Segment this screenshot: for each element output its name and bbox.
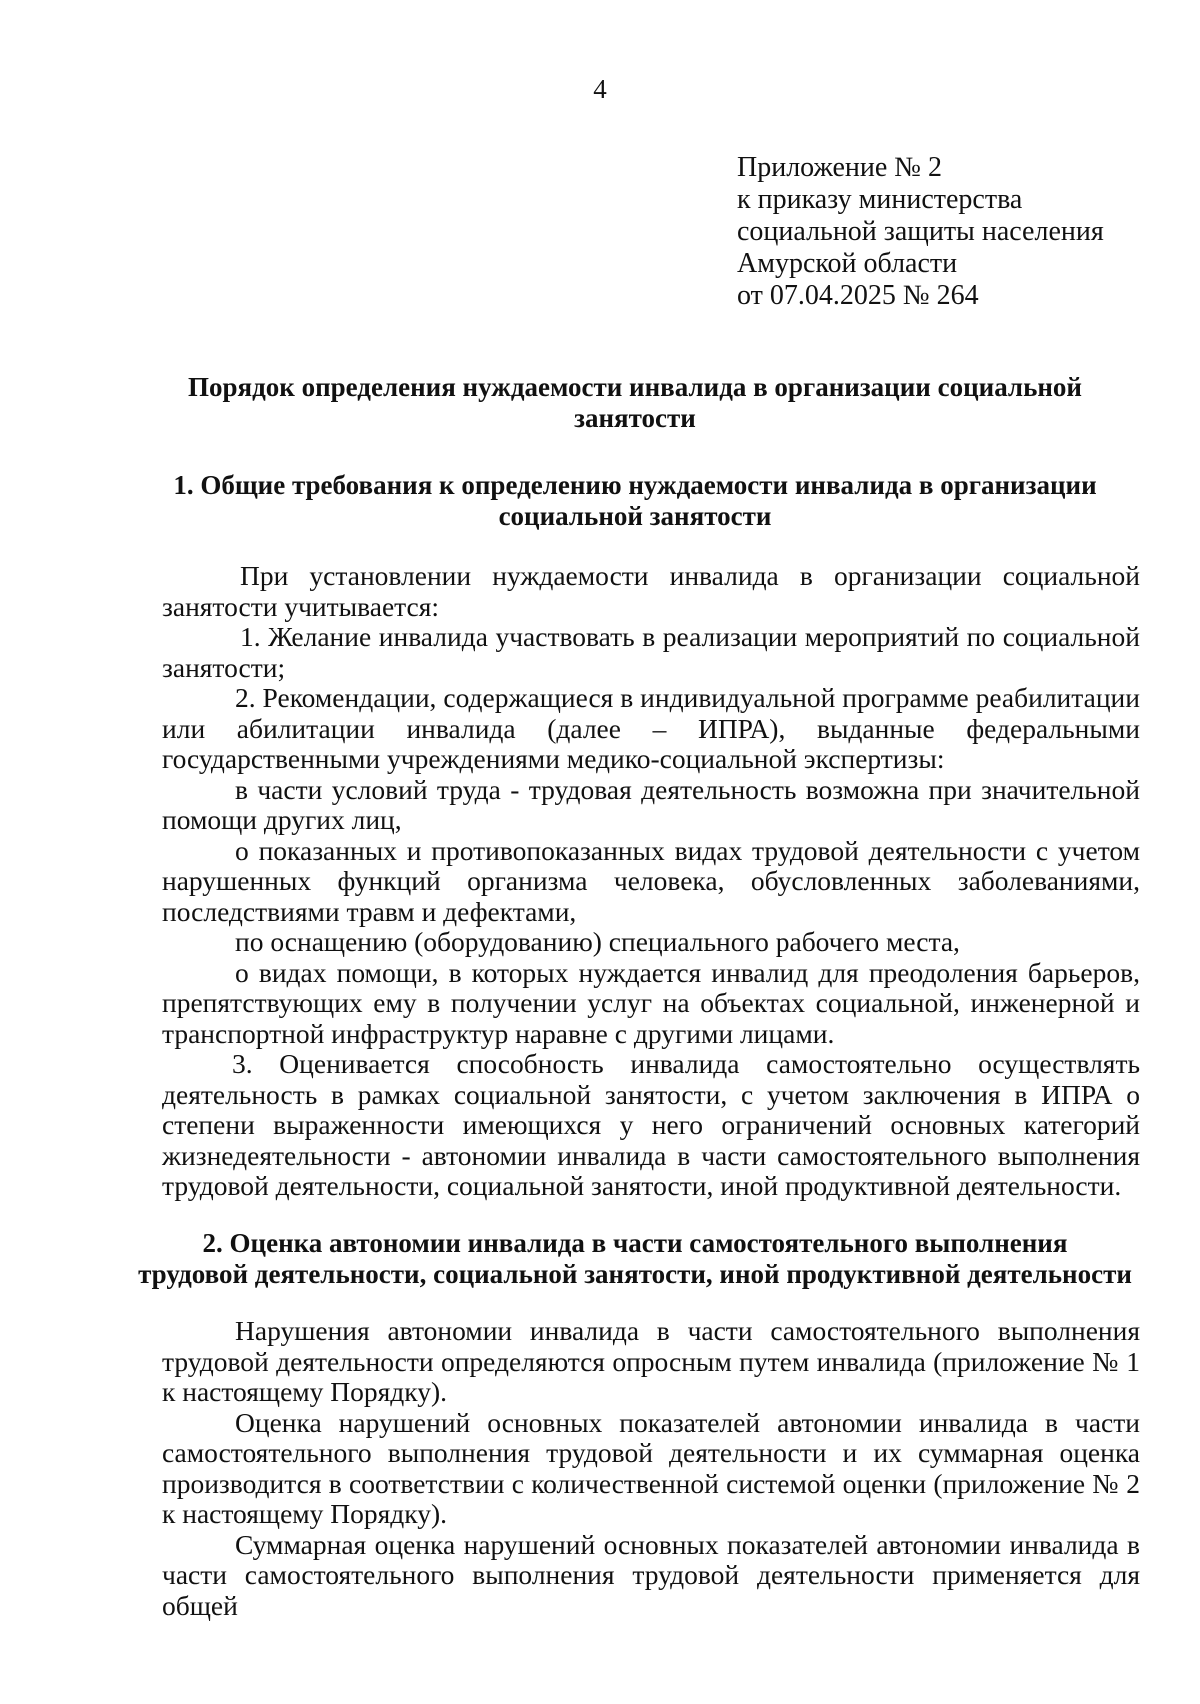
appendix-line: социальной защиты населения [737, 216, 1104, 247]
section-2-heading [130, 1228, 1140, 1290]
paragraph: Суммарная оценка нарушений основных показателей автономии инвалида в части самостоятельного выполнения трудовой деятельности применяется для общей [162, 1528, 1140, 1621]
document-title-line: Порядок определения нуждаемости инвалида в организации социальной [188, 372, 1082, 402]
paragraph: 1. Желание инвалида участвовать в реализации мероприятий по социальной занятости; [162, 621, 1140, 683]
section-1-heading [130, 470, 1140, 532]
section-heading-line: 1. Общие требования к определению нуждаемости инвалида в организации [173, 470, 1097, 500]
paragraph: по оснащению (оборудованию) специального рабочего места, [235, 926, 960, 957]
paragraph: 3. Оценивается способность инвалида самостоятельно осуществлять деятельность в рамках социальной занятости, с учетом заключения в ИПРА о степени выраженности имеющихся у него ограничений основных категорий жизнедеятельности - автономии инвалида в части самостоятельного выполнения трудовой деятельности, социальной занятости, иной продуктивной деятельности. [162, 1048, 1140, 1201]
appendix-line: к приказу министерства [737, 184, 1023, 215]
paragraph: При установлении нуждаемости инвалида в организации социальной занятости учитывается: [162, 560, 1140, 622]
section-2-body [162, 1316, 1140, 1621]
paragraph: о показанных и противопоказанных видах трудовой деятельности с учетом нарушенных функций организма человека, обусловленных заболеваниями, последствиями травм и дефектами, [162, 834, 1140, 927]
paragraph: Нарушения автономии инвалида в части самостоятельного выполнения трудовой деятельности определяются опросным путем инвалида (приложение № 1 к настоящему Порядку). [162, 1315, 1140, 1407]
document-title [130, 372, 1140, 434]
section-heading-line: социальной занятости [498, 501, 772, 531]
appendix-line: Приложение № 2 [737, 152, 942, 183]
document-title-line: занятости [574, 403, 696, 433]
paragraph: 2. Рекомендации, содержащиеся в индивидуальной программе реабилитации или абилитации инвалида (далее – ИПРА), выданные федеральными государственными учреждениями медико-социальной экспертизы: [162, 682, 1140, 774]
paragraph: Оценка нарушений основных показателей автономии инвалида в части самостоятельного выполнения трудовой деятельности и их суммарная оценка производится в соответствии с количественной системой оценки (приложение № 2 к настоящему Порядку). [162, 1406, 1140, 1529]
appendix-block [737, 152, 1104, 312]
page-number: 4 [593, 74, 607, 104]
paragraph: о видах помощи, в которых нуждается инвалид для преодоления барьеров, препятствующих ему в получении услуг на объектах социальной, инженерной и транспортной инфраструктур наравне с другими лицами. [162, 956, 1140, 1049]
appendix-line: от 07.04.2025 № 264 [737, 280, 979, 311]
paragraph: в части условий труда - трудовая деятельность возможна при значительной помощи других лиц, [162, 773, 1140, 835]
section-1-body [162, 561, 1140, 1202]
section-heading-line: трудовой деятельности, социальной занятости, иной продуктивной деятельности [138, 1259, 1132, 1289]
section-heading-line: 2. Оценка автономии инвалида в части самостоятельного выполнения [202, 1228, 1068, 1258]
appendix-line: Амурской области [737, 248, 958, 279]
